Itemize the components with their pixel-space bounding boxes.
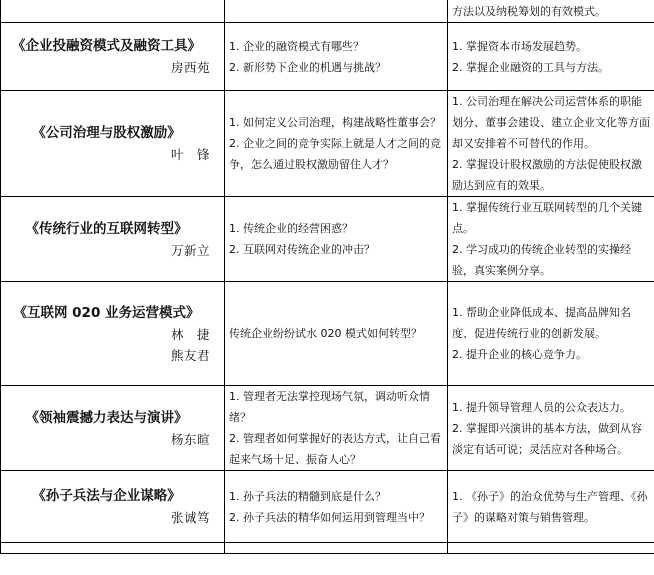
goals-cell (448, 471, 654, 543)
goal-item: 2. 提升企业的核心竞争力。 (452, 348, 587, 361)
course-title-cell (1, 386, 225, 471)
issue-item: 2. 管理者如何掌握好的表达方式，让自己看起来气场十足、振奋人心？ (229, 432, 441, 466)
table-body (1, 0, 654, 554)
table-row-fragment (1, 0, 654, 23)
issues-cell (225, 471, 448, 543)
goal-item: 1. 公司治理在解决公司运营体系的职能划分、董事会建设、建立企业文化等方面却又安排着不可替代的作用。 (452, 95, 650, 150)
course-title-cell (1, 471, 225, 543)
goal-item: 1. 提升领导管理人员的公众表达力。 (452, 400, 631, 414)
issues-cell (225, 282, 448, 386)
table-row (1, 471, 654, 543)
goal-item: 1. 掌握资本市场发展趋势。 (452, 39, 587, 53)
issue-item: 传统企业纷纷试水 020 模式如何转型？ (229, 327, 422, 340)
lecturer-name: 张诚笃 (170, 510, 210, 525)
issues-cell (225, 91, 448, 197)
issue-item: 1. 传统企业的经营困惑？ (229, 222, 353, 235)
issue-item: 1. 管理者无法掌控现场气氛，调动听众情绪？ (229, 390, 430, 424)
course-title-cell (1, 197, 225, 282)
goals-cell (448, 23, 654, 91)
lecturer-name: 房西苑 (170, 60, 210, 75)
lecturer-name: 万新立 (170, 242, 210, 258)
course-title: 《传统行业的互联网转型》 (25, 220, 188, 237)
table-row-partial (1, 543, 654, 554)
goals-cell (448, 386, 654, 471)
issue-item: 2. 企业之间的竞争实际上就是人才之间的竞争，怎么通过股权激励留住人才？ (229, 137, 441, 171)
issue-item: 2. 新形势下企业的机遇与挑战？ (229, 60, 386, 74)
goal-cell-fragment (448, 0, 654, 23)
goal-item: 2. 掌握企业融资的工具与方法。 (452, 60, 609, 74)
lecturer-name: 林 捷 (170, 326, 210, 342)
empty-cell (225, 543, 448, 554)
course-title: 《领袖震撼力表达与演讲》 (25, 409, 188, 426)
issues-cell (225, 23, 448, 91)
goal-item: 1. 帮助企业降低成本、提高品牌知名度、促进传统行业的创新发展。 (452, 306, 631, 340)
issue-item: 1. 孙子兵法的精髓到底是什么？ (229, 489, 386, 503)
course-title-cell (1, 23, 225, 91)
issue-cell-empty (225, 0, 448, 23)
table-row (1, 91, 654, 197)
issue-item: 1. 如何定义公司治理，构建战略性董事会？ (229, 116, 441, 129)
goal-item: 2. 掌握设计股权激励的方法促使股权激励达到应有的效果。 (452, 158, 642, 192)
table-row (1, 386, 654, 471)
issue-item: 1. 企业的融资模式有哪些？ (229, 39, 364, 53)
empty-cell (448, 543, 654, 554)
fragment-text: 方法以及纳税筹划的有效模式。 (452, 5, 606, 18)
lecturer-name: 叶 锋 (170, 147, 210, 162)
goals-cell (448, 91, 654, 197)
goal-item: 2. 掌握即兴演讲的基本方法，做到从容淡定有话可说；灵活应对各种场合。 (452, 421, 642, 456)
lecturer-name: 杨东暄 (170, 431, 210, 447)
table-row (1, 197, 654, 282)
goal-item: 1. 《孙子》的治众优势与生产管理、《孙子》的谋略对策与销售管理。 (452, 489, 648, 524)
goals-cell (448, 282, 654, 386)
empty-cell (1, 543, 225, 554)
issue-item: 2. 互联网对传统企业的冲击？ (229, 243, 375, 256)
course-title: 《孙子兵法与企业谋略》 (32, 488, 181, 504)
goals-cell (448, 197, 654, 282)
course-title-cell (1, 282, 225, 386)
issues-cell (225, 197, 448, 282)
table-row (1, 23, 654, 91)
issue-item: 2. 孙子兵法的精华如何运用到管理当中？ (229, 510, 430, 524)
goal-item: 2. 学习成功的传统企业转型的实操经验，真实案例分享。 (452, 243, 631, 277)
title-cell-empty (1, 0, 225, 23)
course-title: 《企业投融资模式及融资工具》 (12, 38, 201, 54)
goal-item: 1. 掌握传统行业互联网转型的几个关键点。 (452, 201, 642, 235)
course-title: 《互联网 020 业务运营模式》 (13, 304, 200, 321)
course-title: 《公司治理与股权激励》 (32, 125, 181, 141)
issues-cell (225, 386, 448, 471)
course-title-cell (1, 91, 225, 197)
table-row (1, 282, 654, 386)
lecturer-name: 熊友君 (170, 347, 210, 363)
